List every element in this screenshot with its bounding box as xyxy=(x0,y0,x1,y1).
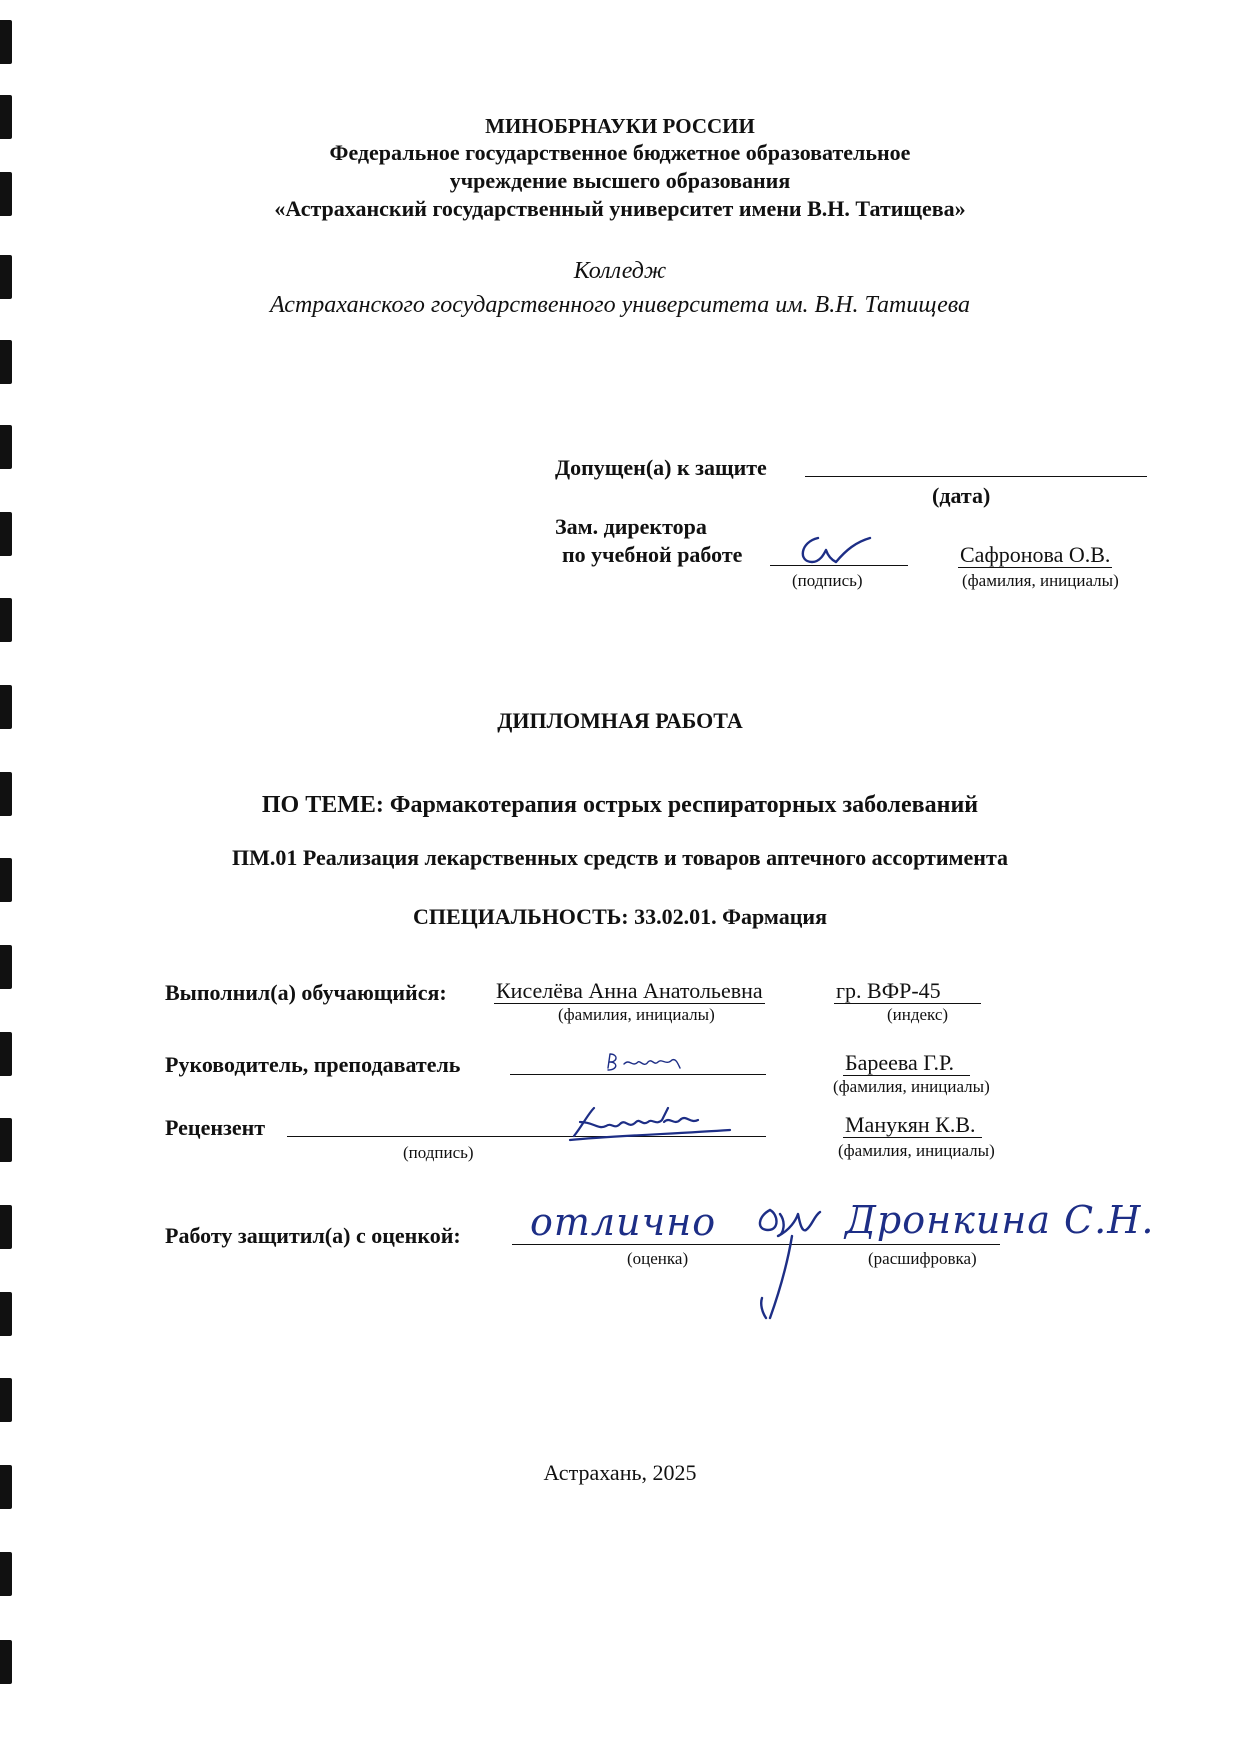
group-cell xyxy=(834,978,981,1004)
reviewer-signature xyxy=(560,1100,740,1148)
defense-grade-line xyxy=(512,1244,1000,1245)
deputy-signature-caption: (подпись) xyxy=(792,571,863,590)
supervisor-name: Бареева Г.Р. xyxy=(843,1050,970,1076)
student-name: Киселёва Анна Анатольевна xyxy=(496,978,763,1003)
deputy-name: Сафронова О.В. xyxy=(960,542,1111,567)
reviewer-name-cell xyxy=(843,1112,982,1138)
university-name: «Астраханский государственный университет имени В.Н. Татищева» xyxy=(274,196,966,221)
supervisor-label: Руководитель, преподаватель xyxy=(165,1052,461,1077)
admitted-date-line xyxy=(805,476,1147,477)
date-caption: (дата) xyxy=(932,483,991,508)
reviewer-signature-caption: (подпись) xyxy=(403,1143,474,1162)
module: ПМ.01 Реализация лекарственных средств и товаров аптечного ассортимента xyxy=(231,845,1009,870)
topic: Фармакотерапия острых респираторных заболеваний xyxy=(389,792,979,818)
deputy-label-1: Зам. директора xyxy=(555,514,707,539)
ministry: МИНОБРНАУКИ РОССИИ xyxy=(485,114,755,138)
reviewer-signature-line xyxy=(287,1136,766,1137)
student-label: Выполнил(а) обучающийся: xyxy=(165,980,447,1005)
supervisor-caption: (фамилия, инициалы) xyxy=(833,1077,990,1096)
defense-label: Работу защитил(а) с оценкой: xyxy=(165,1223,461,1248)
deputy-signature-line xyxy=(770,565,908,566)
group-caption: (индекс) xyxy=(887,1005,949,1024)
defense-grade-caption: (оценка) xyxy=(627,1249,689,1268)
org-line-2: учреждение высшего образования xyxy=(449,168,791,193)
supervisor-name-cell xyxy=(843,1050,970,1076)
defense-decoding-caption: (расшифровка) xyxy=(868,1249,977,1268)
document-type: ДИПЛОМНАЯ РАБОТА xyxy=(497,708,743,733)
reviewer-name: Манукян К.В. xyxy=(843,1112,982,1138)
reviewer-caption: (фамилия, инициалы) xyxy=(838,1141,995,1160)
deputy-label-2: по учебной работе xyxy=(562,542,743,567)
supervisor-signature xyxy=(600,1048,700,1083)
group: гр. ВФР-45 xyxy=(834,978,981,1004)
deputy-signature xyxy=(790,528,900,573)
admitted-label: Допущен(а) к защите xyxy=(555,455,767,480)
org-line-1: Федеральное государственное бюджетное образовательное xyxy=(329,140,911,165)
reviewer-label: Рецензент xyxy=(165,1115,266,1140)
city-year: Астрахань, 2025 xyxy=(543,1460,697,1485)
supervisor-signature-line xyxy=(510,1074,766,1075)
deputy-name-caption: (фамилия, инициалы) xyxy=(962,571,1119,590)
specialty: СПЕЦИАЛЬНОСТЬ: 33.02.01. Фармация xyxy=(412,904,828,929)
topic-prefix: ПО ТЕМЕ: xyxy=(261,792,384,818)
chair-signature xyxy=(740,1200,830,1325)
defense-grade-handwritten: отлично xyxy=(530,1200,717,1244)
college-line-2: Астраханского государственного университета им. В.Н. Татищева xyxy=(270,292,970,318)
college-line-1: Колледж xyxy=(573,258,667,284)
student-caption: (фамилия, инициалы) xyxy=(558,1005,715,1024)
topic-line xyxy=(0,792,1240,819)
defense-decoding-handwritten: Дронкина С.Н. xyxy=(845,1198,1155,1242)
